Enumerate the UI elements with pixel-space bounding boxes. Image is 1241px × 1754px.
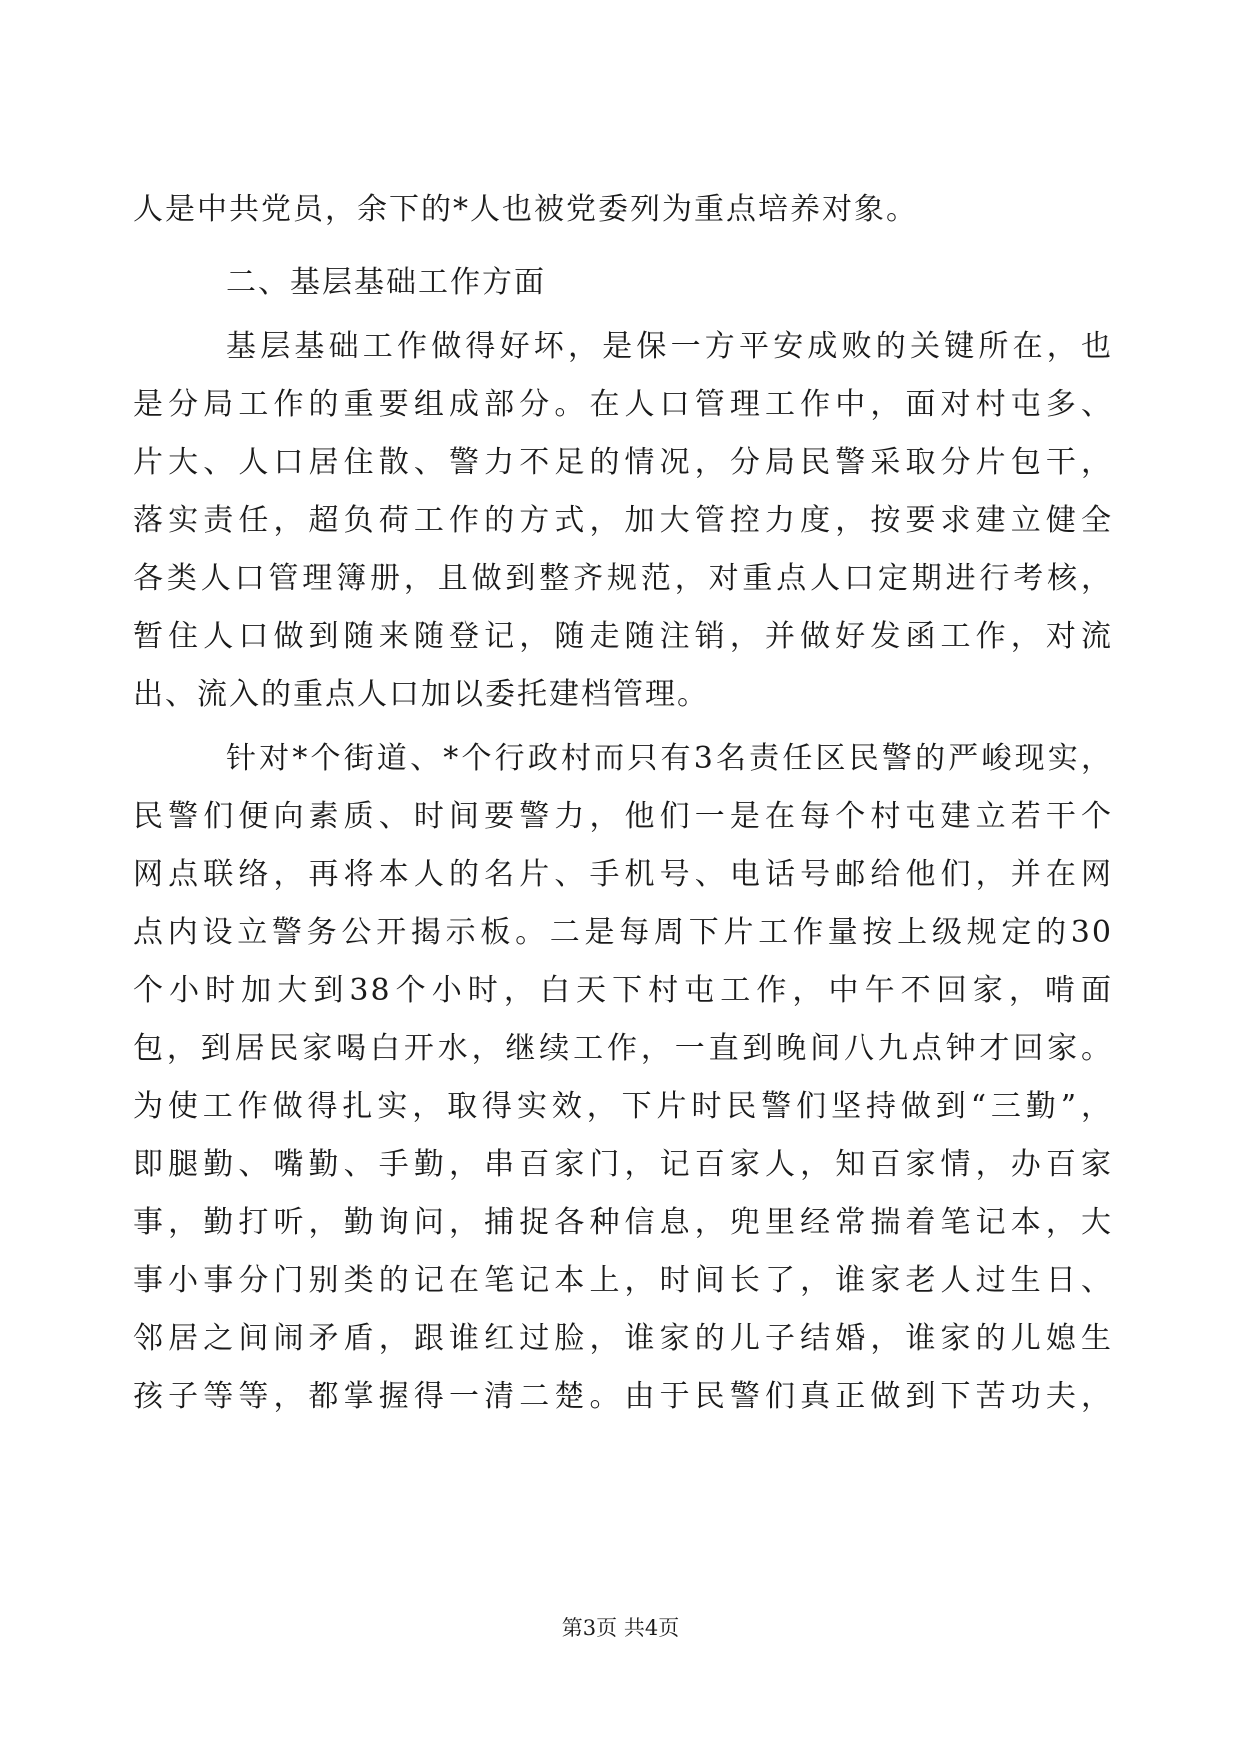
body-line-21: 孩子等等，都掌握得一清二楚。由于民警们真正做到下苦功夫， <box>133 1379 1113 1414</box>
body-line-7: 各类人口管理簿册，且做到整齐规范，对重点人口定期进行考核， <box>133 561 1113 596</box>
body-line-17: 即腿勤、嘴勤、手勤，串百家门，记百家人，知百家情，办百家 <box>133 1147 1113 1182</box>
body-line-14: 个小时加大到38个小时，白天下村屯工作，中午不回家，啃面 <box>133 973 1113 1008</box>
body-line-8: 暂住人口做到随来随登记，随走随注销，并做好发函工作，对流 <box>133 619 1113 654</box>
body-line-20: 邻居之间闹矛盾，跟谁红过脸，谁家的儿子结婚，谁家的儿媳生 <box>133 1321 1113 1356</box>
section-heading: 二、基层基础工作方面 <box>226 265 546 300</box>
body-line-15: 包，到居民家喝白开水，继续工作，一直到晚间八九点钟才回家。 <box>133 1031 1113 1066</box>
body-line-11: 民警们便向素质、时间要警力，他们一是在每个村屯建立若干个 <box>133 799 1113 834</box>
body-line-19: 事小事分门别类的记在笔记本上，时间长了，谁家老人过生日、 <box>133 1263 1113 1298</box>
body-line-16: 为使工作做得扎实，取得实效，下片时民警们坚持做到“三勤”， <box>133 1089 1113 1124</box>
body-line-5: 片大、人口居住散、警力不足的情况，分局民警采取分片包干， <box>133 445 1113 480</box>
body-line-18: 事，勤打听，勤询问，捕捉各种信息，兜里经常揣着笔记本，大 <box>133 1205 1113 1240</box>
body-line-9: 出、流入的重点人口加以委托建档管理。 <box>133 677 709 712</box>
body-line-1: 人是中共党员，余下的*人也被党委列为重点培养对象。 <box>133 192 918 227</box>
body-line-6: 落实责任，超负荷工作的方式，加大管控力度，按要求建立健全 <box>133 503 1113 538</box>
page-number-footer: 第3页 共4页 <box>561 1616 680 1640</box>
body-line-12: 网点联络，再将本人的名片、手机号、电话号邮给他们，并在网 <box>133 857 1113 892</box>
body-line-3: 基层基础工作做得好坏，是保一方平安成败的关键所在，也 <box>226 329 1113 364</box>
body-line-4: 是分局工作的重要组成部分。在人口管理工作中，面对村屯多、 <box>133 387 1113 422</box>
body-line-10: 针对*个街道、*个行政村而只有3名责任区民警的严峻现实， <box>226 741 1113 776</box>
body-line-13: 点内设立警务公开揭示板。二是每周下片工作量按上级规定的30 <box>133 915 1113 950</box>
